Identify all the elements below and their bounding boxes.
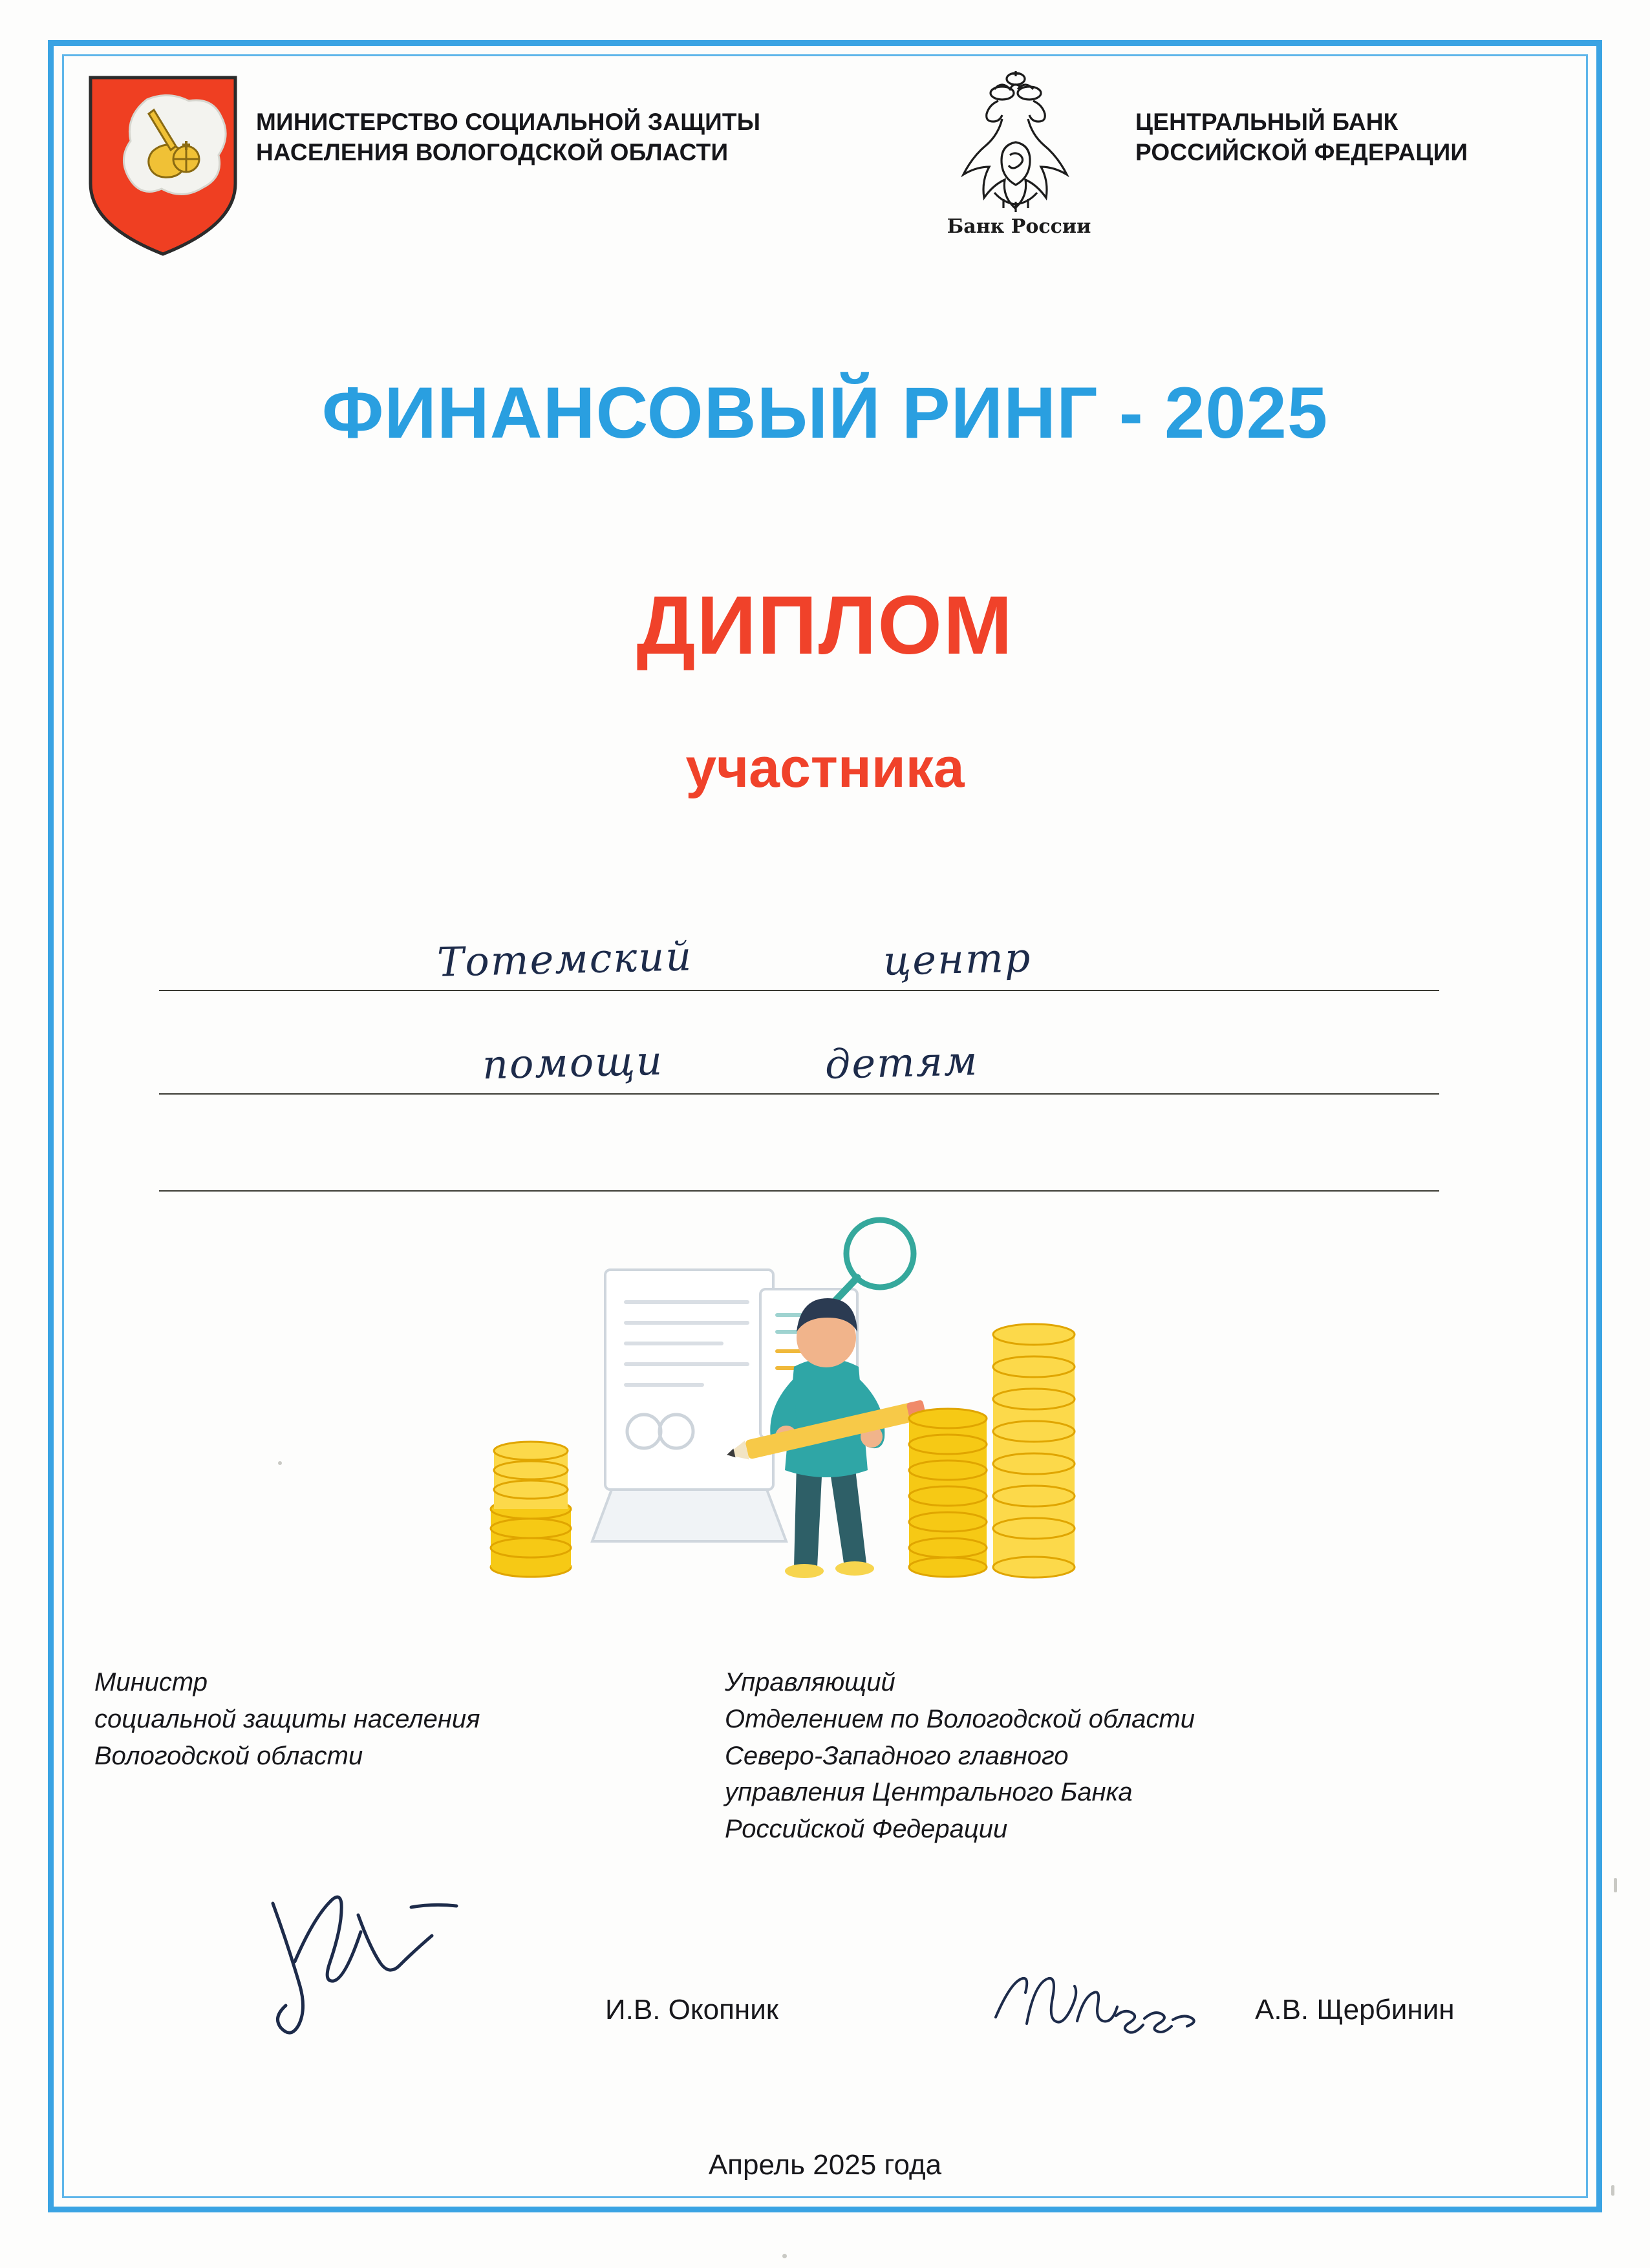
diploma-title: ДИПЛОМ	[636, 579, 1014, 672]
coin-stack-right	[909, 1324, 1075, 1578]
left-role-line3: Вологодской области	[94, 1741, 363, 1770]
scan-artifact	[782, 2254, 787, 2258]
ministry-title	[256, 107, 760, 168]
recipient-rule-2	[159, 1093, 1439, 1095]
right-role-line4: управления Центрального Банка	[725, 1778, 1133, 1807]
right-role-line2: Отделением по Вологодской области	[725, 1704, 1195, 1733]
right-role-line1: Управляющий	[725, 1668, 895, 1696]
right-signer-name: А.В. Щербинин	[1255, 1994, 1455, 2026]
financial-literacy-illustration	[463, 1205, 1194, 1606]
left-role-line2: социальной защиты населения	[94, 1704, 480, 1733]
right-handwritten-signature-icon	[987, 1962, 1258, 2046]
recipient-lines	[159, 911, 1439, 1182]
ministry-title-line1: МИНИСТЕРСТВО СОЦИАЛЬНОЙ ЗАЩИТЫ	[256, 109, 761, 135]
right-role-line5: Российской Федерации	[725, 1815, 1008, 1844]
recipient-text-line1-part1: Тотемский	[436, 932, 694, 986]
bank-title	[1135, 107, 1468, 168]
scan-artifact	[1611, 2185, 1614, 2196]
recipient-text-line2-part2: детям	[824, 1037, 980, 1088]
recipient-rule-3	[159, 1190, 1439, 1192]
diploma-category: участника	[685, 737, 965, 799]
vologda-coat-of-arms-icon	[85, 74, 241, 258]
certificate-date: Апрель 2025 года	[708, 2149, 942, 2181]
recipient-text-line2-part1: помощи	[482, 1036, 664, 1089]
coin-stack-left	[491, 1442, 571, 1577]
magnifier-icon	[833, 1220, 914, 1303]
svg-text:Банк России: Банк России	[947, 215, 1091, 238]
left-signer-name: И.В. Окопник	[605, 1994, 779, 2026]
bank-title-line1: ЦЕНТРАЛЬНЫЙ БАНК	[1135, 109, 1398, 135]
bank-of-russia-eagle-icon	[922, 66, 1116, 253]
bank-title-line2: РОССИЙСКОЙ ФЕДЕРАЦИИ	[1135, 138, 1468, 166]
scan-artifact	[278, 1461, 282, 1465]
left-handwritten-signature-icon	[250, 1884, 521, 2052]
scan-artifact	[1614, 1878, 1617, 1892]
left-signature-role	[94, 1664, 676, 1774]
recipient-text-line1-part2: центр	[883, 934, 1033, 985]
right-signature-role	[725, 1664, 1468, 1848]
ministry-title-line2: НАСЕЛЕНИЯ ВОЛОГОДСКОЙ ОБЛАСТИ	[256, 138, 729, 166]
right-role-line3: Северо-Западного главного	[725, 1741, 1069, 1770]
left-role-line1: Министр	[94, 1668, 208, 1696]
certificate-content	[62, 54, 1588, 2198]
event-title: ФИНАНСОВЫЙ РИНГ - 2025	[321, 372, 1329, 453]
recipient-rule-1	[159, 990, 1439, 991]
certificate-header	[62, 54, 1588, 255]
